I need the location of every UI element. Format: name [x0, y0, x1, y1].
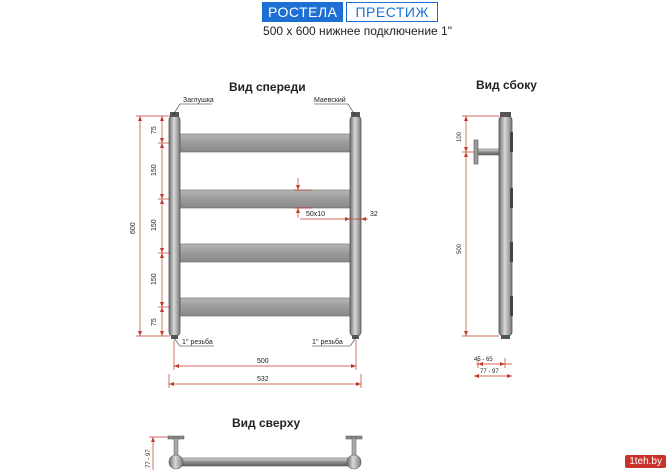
dim-v-5: 75: [151, 318, 158, 326]
width-outer-label: 532: [257, 376, 269, 383]
top-rail: [170, 458, 360, 466]
right-pipe: [350, 116, 361, 336]
thread-left-label: 1'' резьба: [182, 339, 213, 346]
side-depth-b-label: 77 - 97: [480, 369, 499, 375]
crossbar-4: [176, 298, 354, 316]
dim-v-1: 75: [151, 126, 158, 134]
top-view: [146, 436, 362, 470]
top-view-title: Вид сверху: [232, 416, 301, 430]
offset-label: 32: [370, 211, 378, 218]
product-subtitle: 500 x 600 нижнее подключение 1": [263, 24, 452, 38]
front-view: [130, 96, 378, 388]
bracket-arm: [478, 149, 500, 155]
side-depth-a-label: 45 - 65: [474, 357, 493, 363]
crossbar-size-label: 50x10: [306, 211, 326, 218]
crossbar-1: [176, 134, 354, 152]
dim-v-2: 150: [151, 164, 158, 176]
top-depth-label: 77 - 97: [146, 449, 152, 468]
left-pipe: [169, 116, 180, 336]
right-cap: [351, 112, 360, 117]
side-height-label: 500: [457, 243, 463, 254]
plug-label: Заглушка: [183, 97, 214, 104]
side-view: [457, 112, 513, 378]
crossbar-2: [176, 190, 354, 208]
brand-name: РОСТЕЛА: [262, 2, 343, 22]
wall-bracket: [474, 140, 478, 164]
mayevsky-leader: [314, 104, 355, 115]
model-name: ПРЕСТИЖ: [346, 2, 437, 22]
thread-right-label: 1'' резьба: [312, 339, 343, 346]
front-view-title: Вид спереди: [229, 80, 306, 94]
side-top-label: 100: [457, 131, 463, 142]
dim-v-4: 150: [151, 273, 158, 285]
mayevsky-label: Маевский: [314, 97, 346, 104]
height-label: 600: [130, 222, 137, 234]
watermark: 1teh.by: [625, 455, 666, 468]
crossbar-3: [176, 244, 354, 262]
width-inner-label: 500: [257, 358, 269, 365]
dim-v-3: 150: [151, 219, 158, 231]
side-view-title: Вид сбоку: [476, 78, 537, 92]
